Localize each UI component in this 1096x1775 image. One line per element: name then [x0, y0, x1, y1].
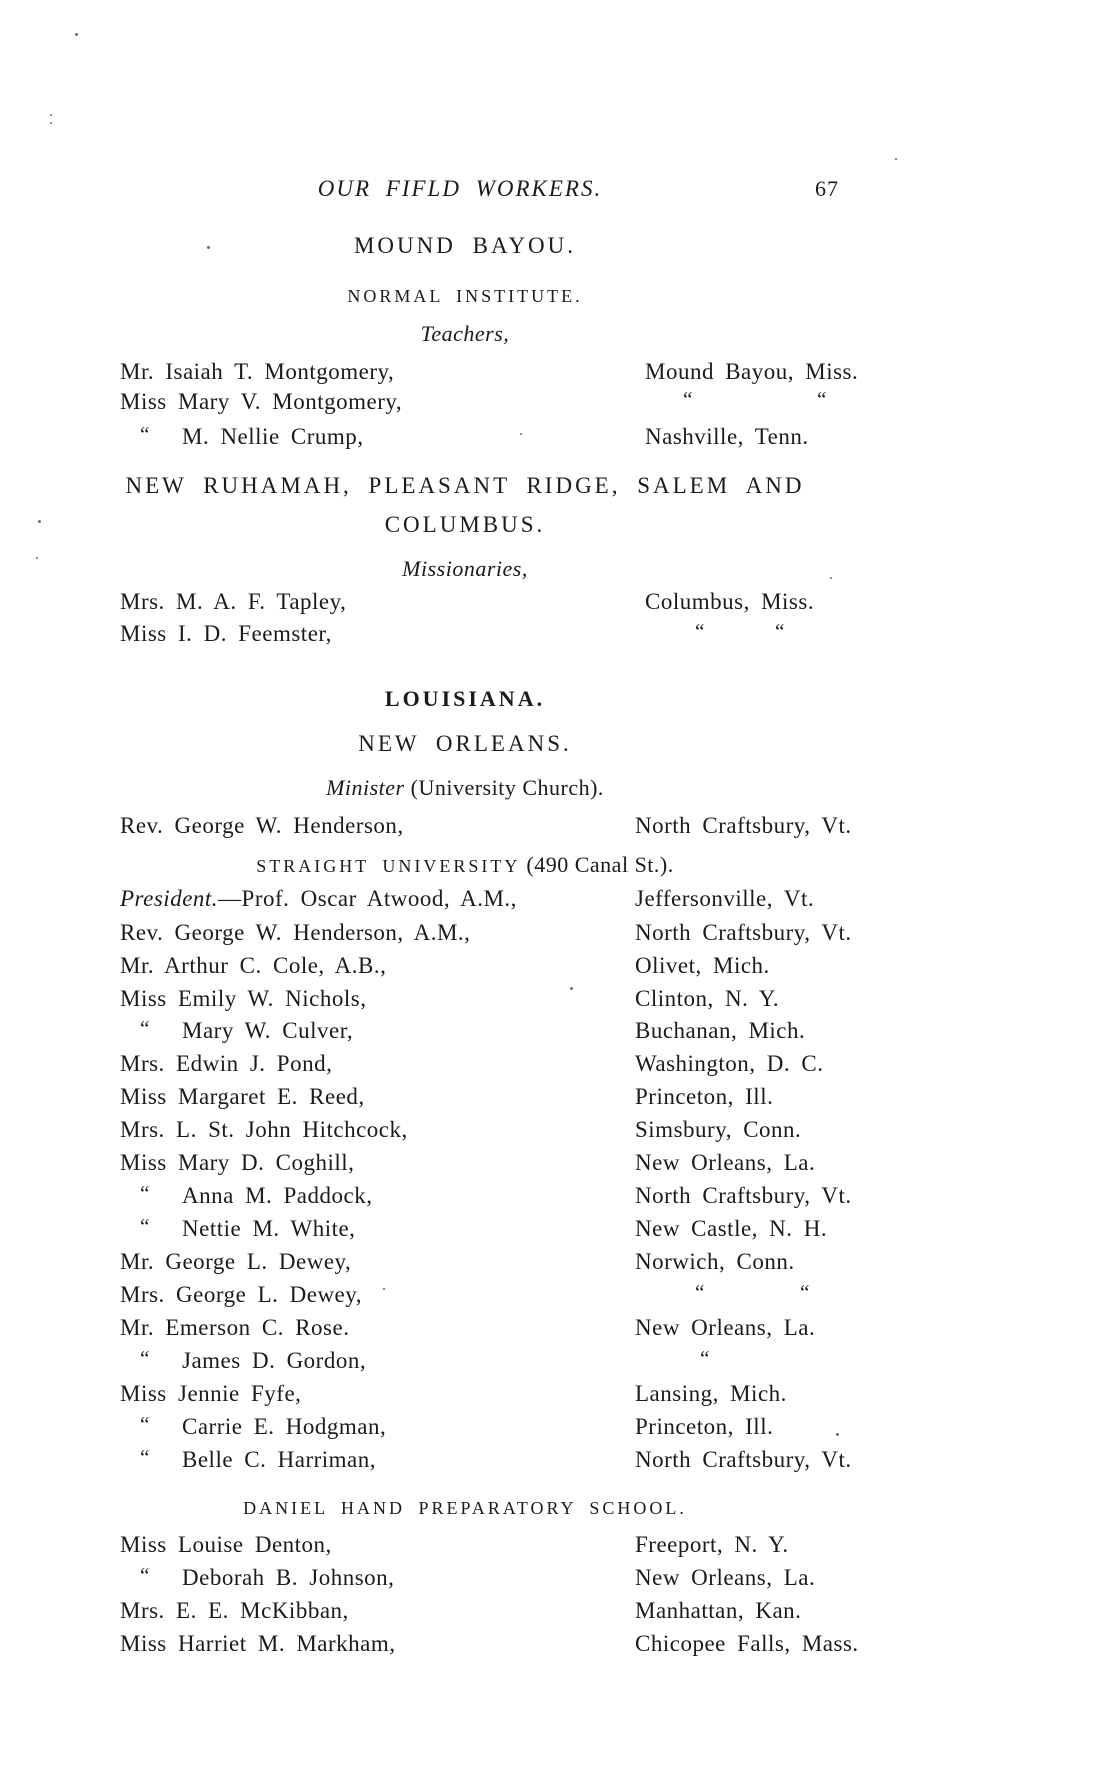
- person-location: Jeffersonville, Vt.: [635, 886, 815, 911]
- directory-row: [120, 1348, 970, 1378]
- directory-row: [120, 1381, 970, 1411]
- state-heading-louisiana: LOUISIANA.: [384, 686, 546, 711]
- person-location: Columbus, Miss.: [645, 589, 815, 614]
- person-location: Mound Bayou, Miss.: [645, 359, 859, 384]
- heading-straight-university: [0, 852, 930, 878]
- ditto-mark: “: [817, 387, 827, 411]
- person-name: James D. Gordon,: [182, 1348, 367, 1373]
- city-heading-new-orleans: NEW ORLEANS.: [358, 731, 572, 756]
- person-name: [120, 886, 517, 912]
- directory-row: [120, 813, 970, 843]
- caption-minister-rest: (University Church).: [404, 775, 604, 800]
- caption-minister: [0, 775, 930, 801]
- person-location: New Orleans, La.: [635, 1150, 816, 1175]
- person-location: Norwich, Conn.: [635, 1249, 795, 1274]
- directory-row: [120, 1084, 970, 1114]
- ditto-mark: “: [700, 1346, 710, 1370]
- ditto-mark: “: [140, 422, 150, 446]
- person-name: Miss Emily W. Nichols,: [120, 986, 367, 1011]
- person-location: North Craftsbury, Vt.: [635, 920, 852, 945]
- ditto-mark: “: [695, 619, 705, 643]
- person-location: Princeton, Ill.: [635, 1084, 774, 1109]
- directory-row: [120, 1414, 970, 1444]
- directory-row: [120, 589, 970, 619]
- person-name: Miss Mary V. Montgomery,: [120, 389, 403, 414]
- person-name: Mary W. Culver,: [182, 1018, 354, 1043]
- person-name: Anna M. Paddock,: [182, 1183, 373, 1208]
- heading-straight-university-caps: STRAIGHT UNIVERSITY: [256, 856, 521, 876]
- directory-row: [120, 389, 970, 419]
- person-location: Buchanan, Mich.: [635, 1018, 806, 1043]
- ditto-mark: “: [683, 387, 693, 411]
- person-name: Miss I. D. Feemster,: [120, 621, 332, 646]
- scan-speck: [207, 246, 210, 249]
- person-location: Simsbury, Conn.: [635, 1117, 802, 1142]
- president-name: —Prof. Oscar Atwood, A.M.,: [218, 886, 517, 911]
- caption-minister-italic: Minister: [326, 775, 405, 800]
- person-name: Mr. Arthur C. Cole, A.B.,: [120, 953, 387, 978]
- directory-row: [120, 1051, 970, 1081]
- scan-speck: [520, 433, 522, 435]
- person-location: New Orleans, La.: [635, 1565, 816, 1590]
- scan-speck: [50, 114, 52, 116]
- scan-speck: [895, 158, 897, 160]
- person-name: Mr. Emerson C. Rose.: [120, 1315, 350, 1340]
- scan-speck: [830, 577, 832, 579]
- directory-row: [120, 986, 970, 1016]
- ditto-mark: “: [140, 1563, 150, 1587]
- person-location: Olivet, Mich.: [635, 953, 770, 978]
- person-location: Princeton, Ill.: [635, 1414, 774, 1439]
- running-header: OUR FIFLD WORKERS.: [317, 176, 603, 201]
- directory-row: [120, 953, 970, 983]
- person-location: Clinton, N. Y.: [635, 986, 780, 1011]
- person-name: Miss Louise Denton,: [120, 1532, 332, 1557]
- directory-row: [120, 1598, 970, 1628]
- person-name: Mrs. Edwin J. Pond,: [120, 1051, 333, 1076]
- person-name: Miss Mary D. Coghill,: [120, 1150, 355, 1175]
- directory-row: [120, 1183, 970, 1213]
- person-name: Miss Margaret E. Reed,: [120, 1084, 365, 1109]
- directory-row: [120, 1447, 970, 1477]
- president-label: President.: [120, 886, 219, 911]
- directory-row: [120, 359, 970, 389]
- caption-teachers: Teachers,: [420, 321, 510, 346]
- person-name: Mrs. M. A. F. Tapley,: [120, 589, 347, 614]
- person-location: Chicopee Falls, Mass.: [635, 1631, 859, 1656]
- scan-speck: [383, 1288, 385, 1290]
- subheading-normal-institute: NORMAL INSTITUTE.: [347, 286, 583, 306]
- directory-row: [120, 1249, 970, 1279]
- directory-row: [120, 1018, 970, 1048]
- person-name: Carrie E. Hodgman,: [182, 1414, 387, 1439]
- section-heading-new-ruhamah-line1: NEW RUHAMAH, PLEASANT RIDGE, SALEM AND: [125, 473, 805, 498]
- person-location: New Orleans, La.: [635, 1315, 816, 1340]
- section-heading-mound-bayou: MOUND BAYOU.: [353, 233, 577, 258]
- directory-row: [120, 1282, 970, 1312]
- person-location: Washington, D. C.: [635, 1051, 824, 1076]
- directory-row: [120, 1117, 970, 1147]
- person-name: Mr. George L. Dewey,: [120, 1249, 352, 1274]
- scan-speck: [570, 987, 573, 990]
- person-name: Mrs. L. St. John Hitchcock,: [120, 1117, 408, 1142]
- ditto-mark: “: [695, 1280, 705, 1304]
- person-name: Mrs. E. E. McKibban,: [120, 1598, 349, 1623]
- ditto-mark: “: [140, 1412, 150, 1436]
- heading-daniel-hand-prep: DANIEL HAND PREPARATORY SCHOOL.: [243, 1498, 687, 1518]
- ditto-mark: “: [800, 1280, 810, 1304]
- person-name: M. Nellie Crump,: [182, 424, 364, 449]
- scan-speck: [38, 520, 41, 523]
- ditto-mark: “: [140, 1016, 150, 1040]
- person-location: North Craftsbury, Vt.: [635, 813, 852, 838]
- ditto-mark: “: [140, 1346, 150, 1370]
- person-location: Lansing, Mich.: [635, 1381, 787, 1406]
- person-location: New Castle, N. H.: [635, 1216, 828, 1241]
- directory-row: [120, 424, 970, 454]
- person-name: Miss Jennie Fyfe,: [120, 1381, 302, 1406]
- person-name: Nettie M. White,: [182, 1216, 356, 1241]
- person-name: Miss Harriet M. Markham,: [120, 1631, 396, 1656]
- ditto-mark: “: [140, 1445, 150, 1469]
- scan-speck: [50, 122, 52, 124]
- person-location: North Craftsbury, Vt.: [635, 1447, 852, 1472]
- directory-row: [120, 920, 970, 950]
- person-name: Rev. George W. Henderson, A.M.,: [120, 920, 471, 945]
- person-location: Manhattan, Kan.: [635, 1598, 802, 1623]
- ditto-mark: “: [140, 1181, 150, 1205]
- ditto-mark: “: [140, 1214, 150, 1238]
- person-name: Deborah B. Johnson,: [182, 1565, 395, 1590]
- directory-row: [120, 1216, 970, 1246]
- heading-straight-university-rest: (490 Canal St.).: [520, 852, 674, 877]
- directory-row: [120, 1532, 970, 1562]
- caption-missionaries: Missionaries,: [402, 556, 528, 581]
- person-location: Nashville, Tenn.: [645, 424, 809, 449]
- scan-speck: [836, 1433, 839, 1436]
- page-number: 67: [815, 176, 839, 201]
- scan-speck: [36, 557, 38, 559]
- directory-row: [120, 886, 970, 916]
- directory-row: [120, 1631, 970, 1661]
- person-location: North Craftsbury, Vt.: [635, 1183, 852, 1208]
- person-location: Freeport, N. Y.: [635, 1532, 789, 1557]
- person-name: Mr. Isaiah T. Montgomery,: [120, 359, 395, 384]
- person-name: Rev. George W. Henderson,: [120, 813, 404, 838]
- person-name: Belle C. Harriman,: [182, 1447, 377, 1472]
- person-name: Mrs. George L. Dewey,: [120, 1282, 363, 1307]
- directory-row: [120, 1565, 970, 1595]
- directory-row: [120, 1315, 970, 1345]
- section-heading-new-ruhamah-line2: COLUMBUS.: [384, 512, 546, 537]
- directory-row: [120, 621, 970, 651]
- ditto-mark: “: [775, 619, 785, 643]
- directory-row: [120, 1150, 970, 1180]
- scan-speck: [75, 33, 78, 36]
